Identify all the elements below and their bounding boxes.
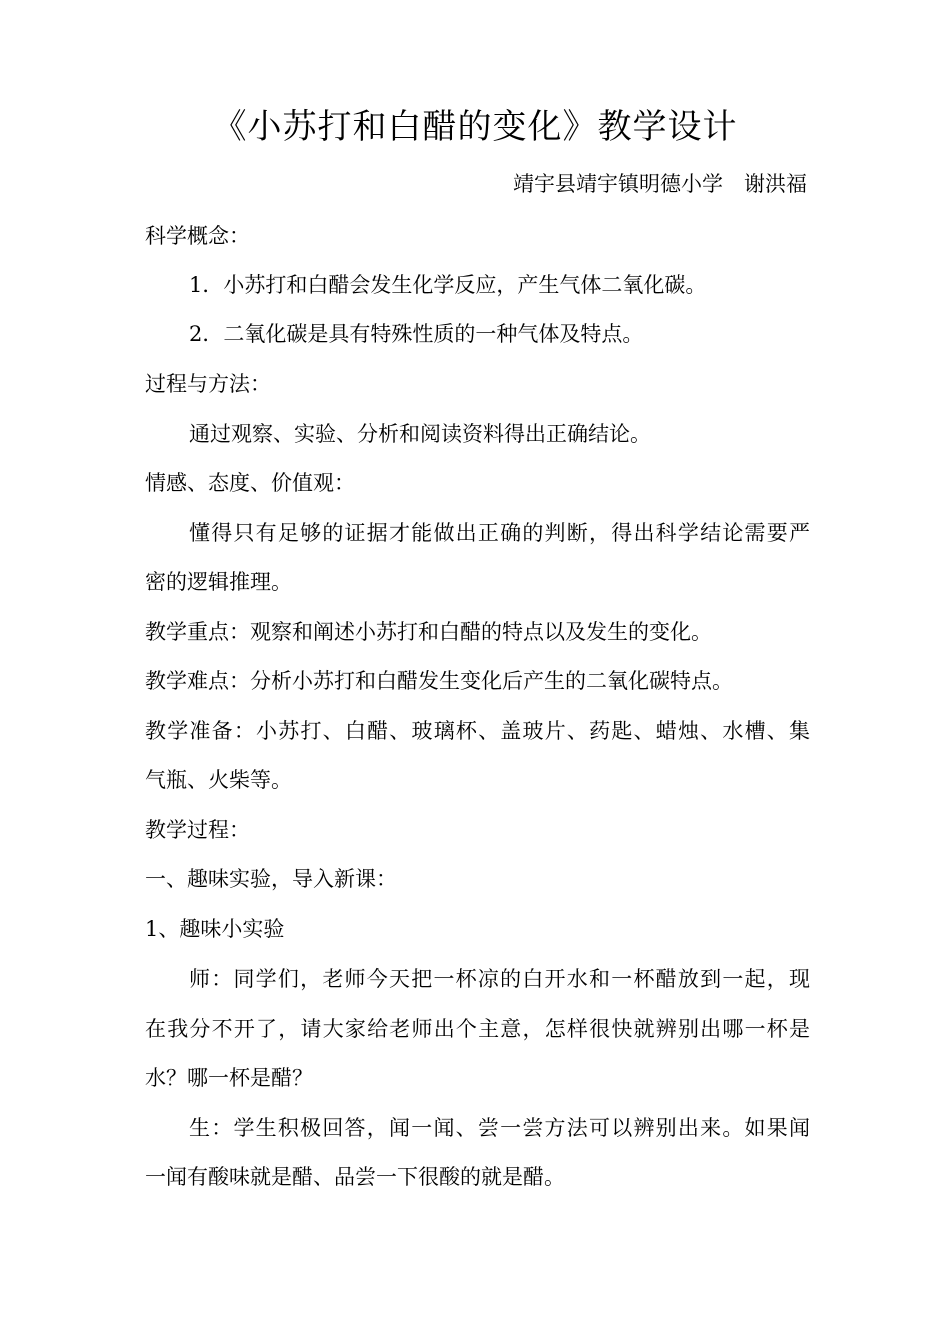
process-methods-text: 通过观察、实验、分析和阅读资料得出正确结论。 bbox=[189, 422, 651, 446]
teacher-paragraph-line-3: 水？哪一杯是醋？ bbox=[145, 1066, 313, 1090]
teacher-paragraph-line-1: 师：同学们，老师今天把一杯凉的白开水和一杯醋放到一起，现 bbox=[189, 967, 810, 991]
concept-item-2: 2．二氧化碳是具有特殊性质的一种气体及特点。 bbox=[189, 322, 644, 346]
section-heading-process-methods: 过程与方法： bbox=[145, 372, 271, 396]
student-paragraph-line-1: 生：学生积极回答，闻一闻、尝一尝方法可以辨别出来。如果闻 bbox=[189, 1116, 810, 1140]
section-heading-attitudes-values: 情感、态度、价值观： bbox=[145, 471, 355, 495]
section-heading-science-concepts: 科学概念： bbox=[145, 224, 250, 248]
teacher-paragraph-line-2: 在我分不开了，请大家给老师出个主意，怎样很快就辨别出哪一杯是 bbox=[145, 1017, 810, 1041]
section-heading-teaching-process: 教学过程： bbox=[145, 818, 250, 842]
student-paragraph-line-2: 一闻有酸味就是醋、品尝一下很酸的就是醋。 bbox=[145, 1165, 565, 1189]
concept-item-1: 1．小苏打和白醋会发生化学反应，产生气体二氧化碳。 bbox=[189, 273, 707, 297]
attitudes-text-line-1: 懂得只有足够的证据才能做出正确的判断，得出科学结论需要严 bbox=[189, 521, 810, 545]
teaching-focus: 教学重点：观察和阐述小苏打和白醋的特点以及发生的变化。 bbox=[145, 620, 712, 644]
document-title: 《小苏打和白醋的变化》教学设计 bbox=[212, 107, 738, 147]
teaching-preparation-line-1: 教学准备：小苏打、白醋、玻璃杯、盖玻片、药匙、蜡烛、水槽、集 bbox=[145, 719, 810, 743]
attitudes-text-line-2: 密的逻辑推理。 bbox=[145, 570, 292, 594]
subsection-heading-experiment: 1、趣味小实验 bbox=[145, 917, 285, 941]
subsection-heading-intro: 一、趣味实验，导入新课： bbox=[145, 867, 397, 891]
author-line: 靖宇县靖宇镇明德小学 谢洪福 bbox=[513, 172, 807, 196]
teaching-difficulty: 教学难点：分析小苏打和白醋发生变化后产生的二氧化碳特点。 bbox=[145, 669, 733, 693]
teaching-preparation-line-2: 气瓶、火柴等。 bbox=[145, 768, 292, 792]
